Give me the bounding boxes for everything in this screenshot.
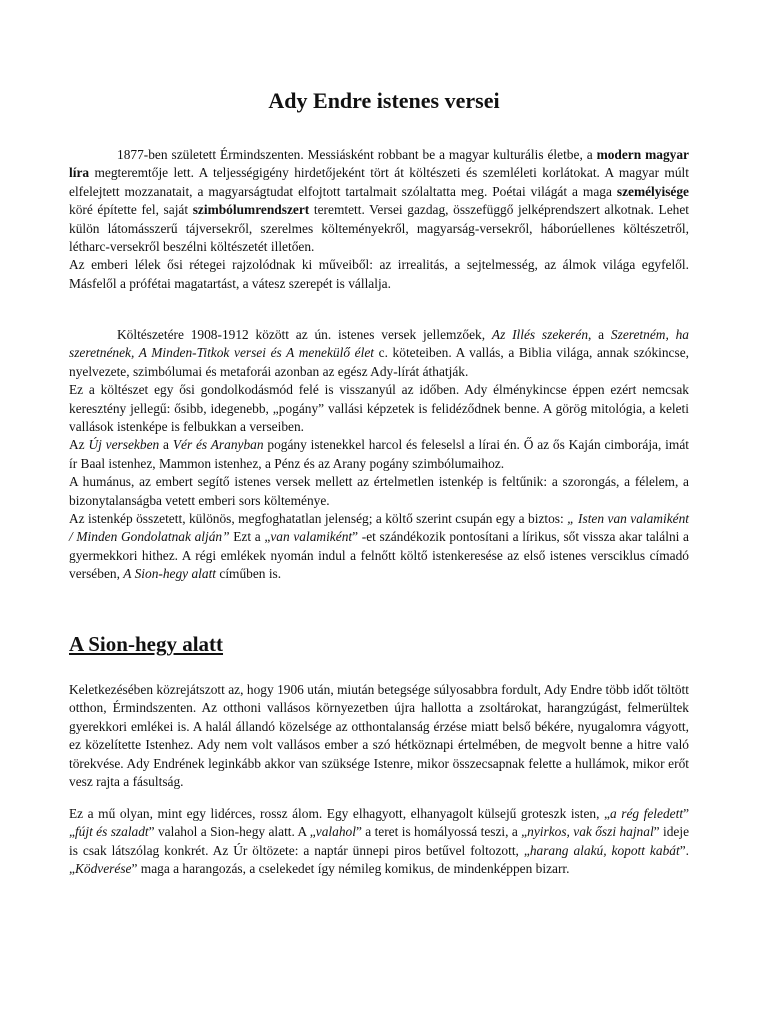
text-run: Az istenkép összetett, különös, megfoghatatlan jelenség; a költő szerint csupán egy a biztos:: [69, 511, 568, 527]
text-run: 1877-ben született Érmindszenten. Messiásként robbant be a magyar kulturális életbe, a: [117, 147, 597, 162]
italic-title: A Sion-hegy alatt: [123, 566, 217, 582]
text-run: ” ideje is csak látszólag konkrét. Az Úr öltözete: a naptár ünnepi piros betűvel foltozott, „: [69, 824, 690, 858]
text-run: ”. „: [69, 842, 689, 877]
intro-paragraph-2: Az emberi lélek ősi rétegei rajzolódnak ki műveiből: az irrealitás, a sejtelmesség, az álmok világa egyfelől. Másfelől a prófétai magatartást, a vátesz szerepét is vállalja.: [69, 257, 689, 291]
text-run: Ezt a „: [229, 529, 271, 545]
poetry-paragraph-3: [69, 436, 689, 473]
poetry-paragraph-4: A humánus, az embert segítő istenes versek mellett az értelmetlen istenkép is feltűnik: a szorongás, a félelem, a bizonytalanságba vetett emberi sors költeménye.: [69, 474, 689, 508]
section-heading: A Sion-hegy alatt: [69, 632, 224, 656]
sion-section-paragraph-1: [69, 681, 689, 791]
italic-quote: valahol: [315, 824, 356, 840]
poetry-paragraph-2: Ez a költészet egy ősi gondolkodásmód felé is visszanyúl az időben. Ady élménykincse éppen ezért nemcsak keresztény jellegű: ősibb, idegenebb, „pogány” vallási képzetek is felidéződnek benne. A görög mitológia, a keleti vallások istenképe is felbukkan a verseiben.: [69, 382, 689, 435]
italic-title: Vér és Aranyban: [172, 437, 264, 453]
text-run: megteremtője lett. A teljességigény hirdetőjeként tört át költészeti és szemléleti korlátokat. A magyar múlt elfelejtett mozzanatait, a magyarságtudat elfojtott tartalmait szólaltatta meg. Poétai világát a maga: [69, 165, 689, 199]
italic-quote: fújt és szaladt: [74, 824, 149, 840]
bold-term: modern magyar líra: [69, 147, 689, 181]
page-title: Ady Endre istenes versei: [268, 88, 500, 113]
italic-title: Szeretném, ha szeretnének, A Minden-Titkok versei és A menekülő élet: [69, 327, 689, 361]
intro-paragraph: [69, 146, 689, 256]
text-run: c. köteteiben. A vallás, a Biblia világa, annak szókincse, nyelvezete, szimbólumai és metaforái azonban az egész Ady-lírát áthatják.: [69, 345, 689, 379]
poetry-paragraph-5: [69, 510, 689, 584]
italic-quote: a rég feledett: [609, 806, 684, 821]
text-run: ” maga a harangozás, a cselekedet így némileg komikus, de mindenképpen bizarr.: [131, 861, 570, 877]
text-run: pogány istenekkel harcol és feleselsl a lírai én. Ő az ős Kaján cimborája, imát ír Baal istenhez, Mammon istenhez, a Pénz és az Arany pogány szimbólumaihoz.: [69, 437, 689, 471]
poetry-section: [69, 326, 689, 584]
italic-quote: harang alakú, kopott kabát: [529, 842, 680, 858]
text-run: ” „: [69, 806, 690, 840]
bold-term: személyisége: [616, 183, 689, 199]
text-run: teremtett. Versei gazdag, összefüggő jelképrendszert alkotnak. Lehet külön látomásszerű tájversekről, szerelmes költeményekről, magyarság-versekről, háborúellenes költészetről, létharc-versekről beszélni költészetét illetően.: [69, 202, 689, 255]
italic-title: Új versekben: [88, 437, 160, 453]
text-run: ” a teret is homályossá teszi, a „: [355, 824, 528, 840]
text-run: Költészetére 1908-1912 között az ún. istenes versek jellemzőek,: [117, 327, 492, 342]
text-run: , a: [588, 327, 611, 342]
text-run: ” -et szándékozik pontosítani a lírikus, sőt vissza akar találni a gyermekkori hithez. A régi emlékek nyomán indul a felnőtt költő istenkeresése az első istenes versciklus címadó versében,: [69, 529, 689, 582]
sion-section-paragraph-2: [69, 805, 689, 879]
italic-title: Az Illés szekerén: [491, 327, 589, 342]
italic-quote: „ Isten van valamiként / Minden Gondolatnak alján”: [69, 511, 689, 545]
text-run: ” valahol a Sion-hegy alatt. A „: [148, 824, 316, 840]
poetry-paragraph: [69, 326, 689, 381]
text-run: köré építette fel, saját: [69, 202, 193, 218]
intro-section: [69, 146, 689, 293]
bold-term: szimbólumrendszert: [192, 202, 310, 218]
italic-quote: nyirkos, vak őszi hajnal: [527, 824, 654, 840]
text-run: Az: [69, 437, 89, 453]
sion-paragraph-2: [69, 805, 689, 879]
italic-quote: van valamiként: [270, 529, 353, 545]
italic-quote: Ködverése: [74, 861, 132, 877]
text-run: címűben is.: [216, 566, 282, 582]
text-run: Ez a mű olyan, mint egy lidérces, rossz álom. Egy elhagyott, elhanyagolt külsejű groteszk isten, „: [69, 806, 610, 821]
sion-paragraph: Keletkezésében közrejátszott az, hogy 1906 után, miután betegsége súlyosabbra fordult, Ady Endre több időt töltött otthon, Érmindszenten. Az otthoni vallásos környezetben újra hallotta a zsoltárokat, harangzúgást, felmerültek gyerekkori emlékei is. A halál állandó közelsége az otthontalanság érzése miatt belső békére, nyugalomra vágyott, ez közelítette Istenhez. Ady nem volt vallásos ember a szó hétköznapi értelmében, de megvolt benne a hitre való törekvése. Ady Endrének leginkább akkor van szüksége Istenre, mikor összecsapnak felette a hullámok, mikor erőt vesz rajta a fásultság.: [69, 682, 689, 790]
text-run: a: [159, 437, 173, 453]
